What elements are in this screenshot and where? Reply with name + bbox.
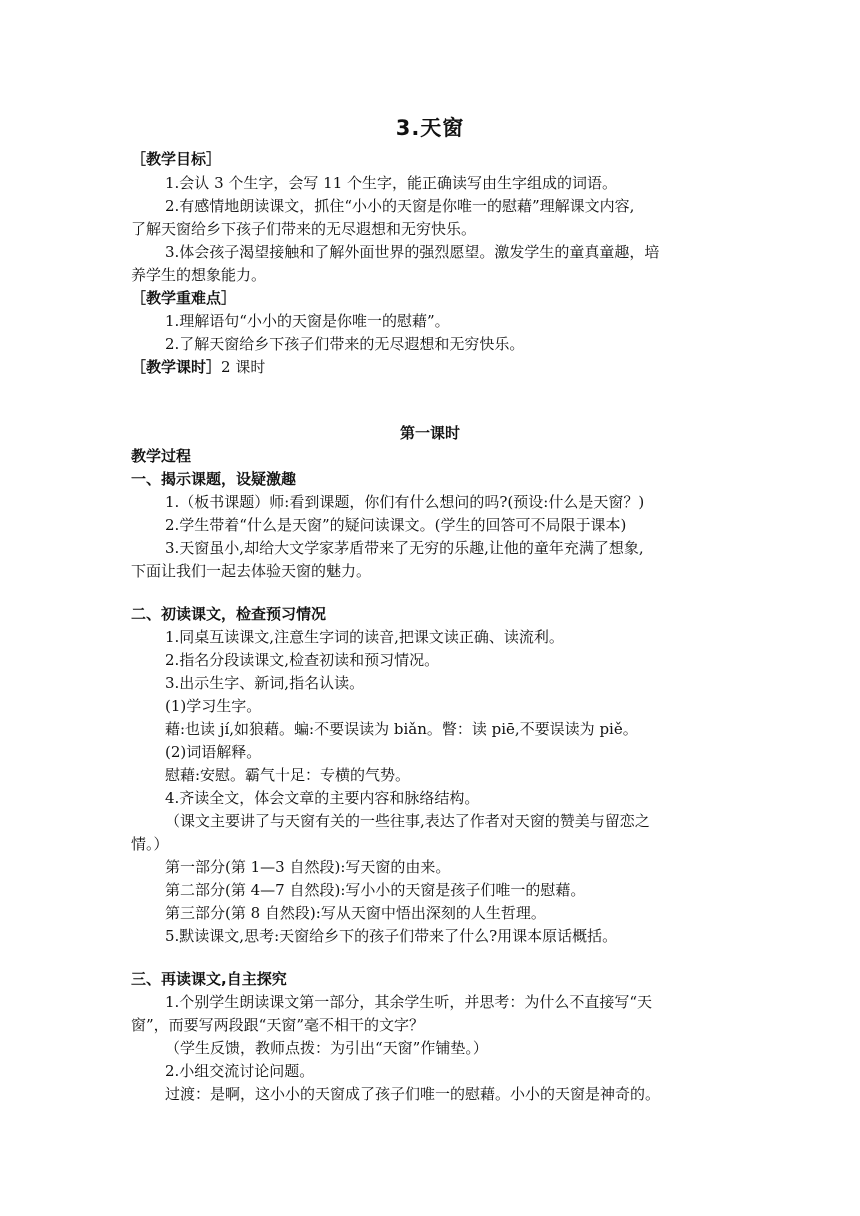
section3-line: 2.小组交流讨论问题。 xyxy=(165,1062,315,1080)
section2-line: （课文主要讲了与天窗有关的一些往事,表达了作者对天窗的赞美与留恋之 xyxy=(165,812,650,830)
section3-line: 1.个别学生朗读课文第一部分，其余学生听，并思考：为什么不直接写“天 xyxy=(165,993,652,1011)
section2-line: 第二部分(第 4—7 自然段):写小小的天窗是孩子们唯一的慰藉。 xyxy=(165,881,586,899)
section1-line: 2.学生带着“什么是天窗”的疑问读课文。(学生的回答可不局限于课本) xyxy=(165,516,627,534)
goal-item: 2.有感情地朗读课文，抓住“小小的天窗是你唯一的慰藉”理解课文内容, xyxy=(165,197,635,215)
goal-item-continuation: 了解天窗给乡下孩子们带来的无尽遐想和无穷快乐。 xyxy=(131,220,477,238)
keypoint-item: 1.理解语句“小小的天窗是你唯一的慰藉”。 xyxy=(165,312,450,330)
section2-line: 5.默读课文,思考:天窗给乡下的孩子们带来了什么?用课本原话概括。 xyxy=(165,927,618,945)
section1-line: 3.天窗虽小,却给大文学家茅盾带来了无穷的乐趣,让他的童年充满了想象, xyxy=(165,539,644,557)
section2-line: 慰藉:安慰。霸气十足：专横的气势。 xyxy=(165,766,411,784)
keypoint-item: 2.了解天窗给乡下孩子们带来的无尽遐想和无穷快乐。 xyxy=(165,335,525,353)
process-heading: 教学过程 xyxy=(131,447,192,465)
session-title: 第一课时 xyxy=(399,424,460,442)
section3-line: 过渡：是啊，这小小的天窗成了孩子们唯一的慰藉。小小的天窗是神奇的。 xyxy=(165,1085,661,1103)
section1-line: 1.（板书课题）师:看到课题，你们有什么想问的吗?(预设:什么是天窗？) xyxy=(165,493,645,511)
hours-value: 2 课时 xyxy=(221,358,266,376)
goals-heading: ［教学目标］ xyxy=(131,150,222,168)
section2-line: 1.同桌互读课文,注意生字词的读音,把课文读正确、读流利。 xyxy=(165,628,564,646)
section2-line: 2.指名分段读课文,检查初读和预习情况。 xyxy=(165,651,440,669)
goal-item-continuation: 养学生的想象能力。 xyxy=(131,266,267,284)
section2-line: 第三部分(第 8 自然段):写从天窗中悟出深刻的人生哲理。 xyxy=(165,904,546,922)
section2-line: 3.出示生字、新词,指名认读。 xyxy=(165,674,365,692)
lesson-title: 3.天窗 xyxy=(395,116,465,140)
goal-item: 3.体会孩子渴望接触和了解外面世界的强烈愿望。激发学生的童真童趣，培 xyxy=(165,243,660,261)
section2-heading: 二、初读课文，检查预习情况 xyxy=(131,605,327,623)
section2-line: 藉:也读 jí,如狼藉。蝙:不要误读为 biǎn。瞥：读 piē,不要误读为 piě。 xyxy=(165,720,638,738)
hours-line xyxy=(131,356,265,379)
section2-line: 情。） xyxy=(131,835,169,853)
section2-line: 第一部分(第 1—3 自然段):写天窗的由来。 xyxy=(165,858,451,876)
section2-line: 4.齐读全文，体会文章的主要内容和脉络结构。 xyxy=(165,789,480,807)
hours-heading: ［教学课时］ xyxy=(131,358,222,376)
goal-item: 1.会认 3 个生字，会写 11 个生字，能正确读写由生字组成的词语。 xyxy=(165,174,618,192)
keypoints-heading: ［教学重难点］ xyxy=(131,289,237,307)
section2-line: (1)学习生字。 xyxy=(165,697,262,715)
section2-line: (2)词语解释。 xyxy=(165,743,262,761)
section3-line: （学生反馈，教师点拨：为引出“天窗”作铺垫。） xyxy=(165,1039,488,1057)
section1-line: 下面让我们一起去体验天窗的魅力。 xyxy=(131,562,372,580)
section1-heading: 一、揭示课题，设疑激趣 xyxy=(131,470,297,488)
section3-heading: 三、再读课文,自主探究 xyxy=(131,970,287,988)
section3-line: 窗”，而要写两段跟“天窗”毫不相干的文字？ xyxy=(131,1016,425,1034)
